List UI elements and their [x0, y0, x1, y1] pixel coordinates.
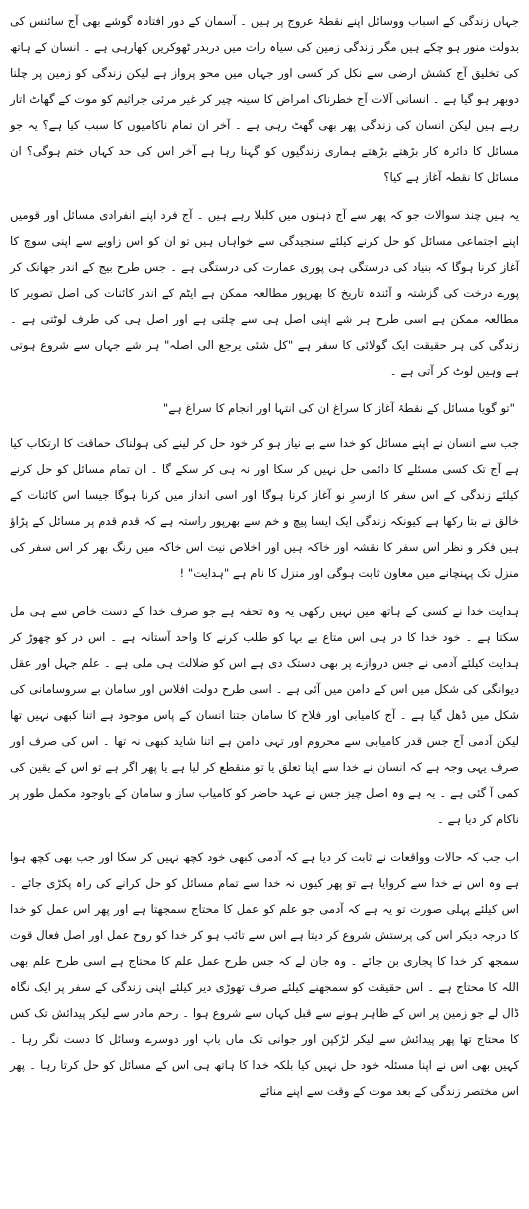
- paragraph-intro: جہاں زندگی کے اسباب ووسائل اپنے نقطۂ عروج پر ہیں ۔ آسمان کے دور افتادہ گوشے بھی آج سائنس کی بدولت منور ہو چکے ہیں مگر زندگی زمین کی سیاہ رات میں دربدر ٹھوکریں کھارہی ہے ۔ انسان کے ہاتھ کی تخلیق آج کشش ارضی سے نکل کر کسی اور جہاں میں محو پرواز ہے لیکن زندگی کو زمین پر چلنا دوبھر ہو گیا ہے ۔ انسانی آلات آج خطرناک امراض کا سینہ چیر کر غیر مرئی جراثیم کو موت کے گھاٹ اتار رہے ہیں لیکن انسان کی زندگی پھر بھی گھٹ رہی ہے ۔ آخر ان تمام ناکامیوں کا سبب کیا ہے؟ یہ جو مسائل کا دائرہ کار بڑھتے بڑھتے ہماری زندگیوں کو گہنا رہا ہے آخر اس کی حد کہاں ختم ہوگی؟ ان مسائل کا نقطہ آغاز ہے کیا؟: [10, 14, 519, 184]
- paragraph-guidance: ہدایت خدا نے کسی کے ہاتھ میں نہیں رکھی یہ وہ تحفہ ہے جو صرف خدا کے دست خاص سے ہی مل سکتا ہے ۔ خود خدا کا در ہی اس متاع بے بہا کو طلب کرنے کا واحد آستانہ ہے ۔ اس در کو چھوڑ کر ہدایت کیلئے آدمی نے جس دروازے پر بھی دستک دی ہے اس کو ضلالت ہی ملی ہے ۔ علم جہل اور عقل دیوانگی کی شکل میں اس کے دامن میں آئی ہے ۔ اسی طرح دولت افلاس اور سامان بے سروسامانی کی شکل میں ڈھل گیا ہے ۔ آج کامیابی اور فلاح کا سامان جتنا انسان کے پاس موجود ہے اتنا کبھی نہیں تھا لیکن آدمی آج جس قدر کامیابی سے محروم اور تہی دامن ہے اتنا شاید کبھی نہ تھا ۔ اس کی صرف اور صرف یہی وجہ ہے کہ انسان نے خدا سے اپنا تعلق یا تو منقطع کر لیا ہے یا پھر اگر ہے تو اس کے یقین کی کمی آ گئی ہے ۔ یہ ہے وہ اصل چیز جس نے عہد حاضر کو کامیاب ساز و سامان کے باوجود مکمل طور پر ناکام کر دیا ہے ۔: [10, 604, 519, 826]
- pull-quote: "تو گویا مسائل کے نقطۂ آغاز کا سراغ ان کی انتہا اور انجام کا سراغ ہے": [162, 401, 515, 415]
- paragraph-questions: یہ ہیں چند سوالات جو کہ پھر سے آج ذہنوں میں کلبلا رہے ہیں ۔ آج فرد اپنے انفرادی مسائل اور قومیں اپنے اجتماعی مسائل کو حل کرنے کیلئے سنجیدگی سے خواہاں ہیں تو ان کو اس زاویے سے اپنی سوچ کا آغاز کرنا ہوگا کہ بنیاد کی درستگی ہی پوری عمارت کی درستگی ہے ۔ جس طرح بیج کے اندر جھانک کر پورے درخت کی گزشتہ و آئندہ تاریخ کا بھرپور مطالعہ ممکن ہے ایٹم کے اندر کائنات کی اصل تصویر کا مطالعہ ممکن ہے اسی طرح ہر شے اپنی اصل ہی سے چلتی ہے اور اصل ہی کی طرف لوٹتی ہے ۔ زندگی کی ہر حقیقت ایک گولائی کا سفر ہے "کل شئی یرجع الی اصلہ" ہر شے جہاں سے شروع ہوتی ہے وہیں لوٹ کر آتی ہے ۔: [10, 208, 519, 378]
- paragraph-conclusion: اب جب کہ حالات وواقعات نے ثابت کر دیا ہے کہ آدمی کبھی خود کچھ نہیں کر سکا اور جب بھی کچھ ہوا ہے وہ اس نے خدا سے کروایا ہے تو پھر کیوں نہ خدا سے تمام مسائل کو حل کرانے کی راہ پکڑی جائے ۔ اس کیلئے پہلی صورت تو یہ ہے کہ آدمی جو علم کو عمل کا محتاج سمجھتا ہے اور پھر اس عمل کو خدا کا درجہ دیکر اس کی پرستش شروع کر دیتا ہے اس سے تائب ہو کر خدا کو روح عمل اور اصل فعال قوت سمجھ کر خدا کا پجاری بن جائے ۔ وہ جان لے کہ جس طرح عمل علم کا محتاج ہے اسی طرح علم بھی اللہ کا محتاج ہے ۔ اس حقیقت کو سمجھنے کیلئے صرف تھوڑی دیر کیلئے اپنی زندگی کے سفر پر ایک نگاہ ڈال لے جو زمین پر اس کے ظاہر ہونے سے قبل کہاں سے شروع ہوا ۔ رحم مادر سے لیکر پیدائش تک کس کا محتاج تھا پھر پیدائش سے لیکر لڑکپن اور جوانی تک ماں باپ اور دوسرے وسائل کا دست نگر رہا ۔ کہیں بھی اس نے اپنا مسئلہ خود حل نہیں کیا بلکہ خدا کا ہاتھ ہی اس کے مسائل کو حل کرتا رہا ۔ پھر اس مختصر زندگی کے بعد موت کے وقت سے اپنے منائے: [10, 850, 519, 1098]
- paragraph-journey: جب سے انسان نے اپنے مسائل کو خدا سے بے نیاز ہو کر خود حل کر لینے کی ہولناک حماقت کا ارتکاب کیا ہے آج تک کسی مسئلے کا دائمی حل نہیں کر سکا اور نہ ہی کر سکے گا ۔ ان تمام مسائل کو حل کرنے کیلئے زندگی کے اس سفر کا ازسرِ نو آغاز کرنا ہوگا اور اسی انداز میں کرنا ہوگا جیسا اس کائنات کے خالق نے بتا رکھا ہے کیونکہ زندگی ایک ایسا پیچ و خم سے بھرپور راستہ ہے کہ قدم قدم پر مسائل کے پڑاؤ ہیں فکر و نظر اس سفر کا نقشہ اور خاکہ ہیں اور اخلاص نیت اس خاکہ میں رنگ بھر کر اس سفر کی منزل تک پہنچانے میں معاون ثابت ہوگی اور منزل کا نام ہے "ہدایت" !: [10, 436, 519, 580]
